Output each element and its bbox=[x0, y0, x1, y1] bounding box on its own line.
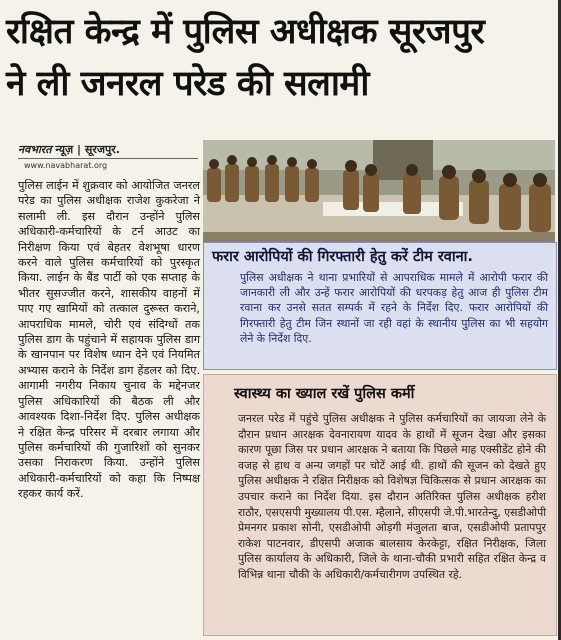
byline-desk: न्यूज़ bbox=[55, 143, 74, 156]
box2-title: स्वास्थ्य का ख्याल रखें पुलिस कर्मी bbox=[234, 386, 415, 402]
sidebar-box-health bbox=[203, 374, 557, 636]
parade-photo bbox=[203, 140, 555, 242]
headline bbox=[6, 6, 554, 110]
box1-title: फरार आरोपियों की गिरफ्तारी हेतु करें टीम रवाना. bbox=[212, 249, 473, 265]
byline: नवभारत न्यूज़ | सूरजपुर. bbox=[18, 142, 198, 159]
left-column-article: पुलिस लाईन में शुक्रवार को आयोजित जनरल परेड का पुलिस अधीक्षक राजेश कुकरेजा ने सलामी ली. इस दौरान उन्होंने पुलिस अधिकारी-कर्मचारियों के टर्न आउट का निरीक्षण किया एवं बेहतर वेशभूषा धारण करने वाले पुलिस कर्मचारियों को पुरस्कृत किया. लाईन के बैंड पार्टी को एक सप्ताह के भीतर सुसज्जीत करने, शासकीय वाहनों में पाए गए खामियों को तत्काल दुरूस्त कराने, आपराधिक मामले, चोरी एवं संदिग्धों तक पुलिस डाग के पहुंचाने में सहायक पुलिस डाग के खानपान पर विशेष ध्यान देने एवं नियमित अभ्यास कराने के निर्देश डाग हेंडलर को दिए. आगामी नगरीय निकाय चुनाव के मद्देनजर पुलिस अधिकारियों की बैठक ली और आवश्यक दिशा-निर्देश दिए. पुलिस अधीक्षक ने रक्षित केन्द्र परिसर में दरबार लगाया और पुलिस कर्मचारियों की गुजारिशों को सुनकर उसका निराकरण किया. उन्होंने पुलिस अधिकारी-कर्मचारियों को कहा कि निष्पक्ष रहकर कार्य करें. bbox=[18, 179, 200, 501]
byline-paper: नवभारत bbox=[18, 143, 52, 156]
box1-body: पुलिस अधीक्षक ने थाना प्रभारियों से आपराधिक मामले में आरोपी फरार की जानकारी ली और उन्हें फरार आरोपियों की धरपकड़ हेतु आज ही पुलिस टीम रवाना कर उनसे सतत सम्पर्क में रहने के निर्देश दिए. फरार आरोपियों की गिरफ्तारी हेतु टीम जिन स्थानों जा रही वहां के स्थानीय पुलिस का भी सहयोग लेने के निर्देश दिए. bbox=[240, 271, 548, 345]
parade-photo-image bbox=[203, 140, 555, 242]
website-url: www.navabharat.org bbox=[24, 161, 108, 170]
sidebar-box-arrest bbox=[203, 242, 557, 370]
headline-line-2: ने ली जनरल परेड की सलामी bbox=[6, 64, 369, 104]
box2-body: जनरल परेड में पहुंचे पुलिस अधीक्षक ने पुलिस कर्मचारियों का जायजा लेने के दौरान प्रधान आरक्षक देवनारायण यादव के हाथों में सूजन देखा और इसका कारण पूछा जिस पर प्रधान आरक्षक ने बताया कि पिछले माह एक्सीडेंट होने की वजह से हाथ व अन्य जगहों पर चोटें आई थी. हाथों की सूजन को देखते हुए पुलिस अधीक्षक ने रक्षित निरीक्षक को विशेषज्ञ चिकित्सक से प्रधान आरक्षक का उपचार कराने का निर्देश दिया. इस दौरान अतिरिक्त पुलिस अधीक्षक हरीश राठौर, एसएसपी मुख्यालय पी.एस. म्हैलाने, सीएसपी जे.पी.भारतेन्दु, एसडीओपी प्रेमनगर प्रकाश सोनी, एसडीओपी ओड़गी मंजुलता बाज, एसडीओपी प्रतापपुर राकेश पाटनवार, डीएसपी अजाक बालसाय केरकेट्टा, रक्षित निरीक्षक, जिला पुलिस कार्यालय के अधिकारी, जिले के थाना-चौकी प्रभारी सहित रक्षित केन्द्र व विभिन्न थाना चौकी के अधिकारी/कर्मचारीगण उपस्थित रहे. bbox=[238, 412, 547, 581]
headline-line-1: रक्षित केन्द्र में पुलिस अधीक्षक सूरजपुर bbox=[6, 12, 485, 52]
byline-place: सूरजपुर. bbox=[84, 143, 120, 156]
